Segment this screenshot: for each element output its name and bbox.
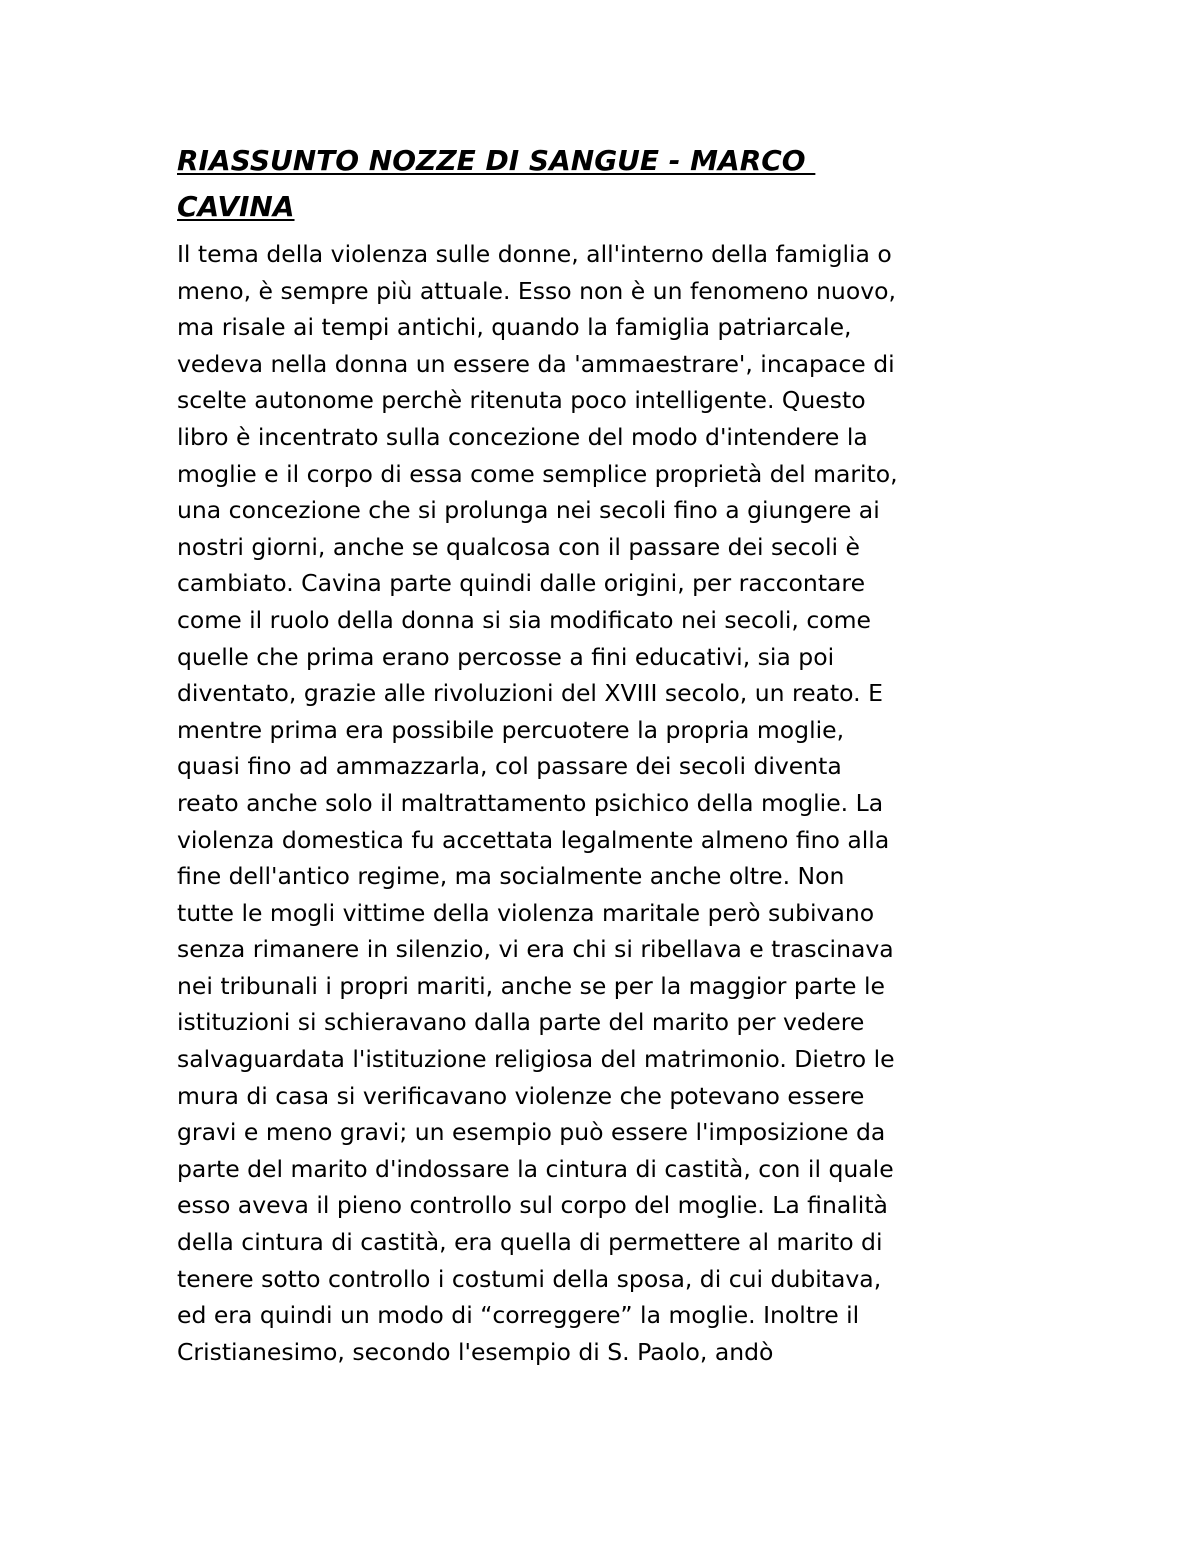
body-line: fine dell'antico regime, ma socialmente anche oltre. Non	[177, 862, 845, 891]
body-line: Il tema della violenza sulle donne, all'interno della famiglia o	[177, 240, 892, 268]
body-line: libro è incentrato sulla concezione del modo d'intendere la	[177, 422, 868, 451]
title-line: RIASSUNTO NOZZE DI SANGUE - MARCO	[177, 144, 816, 177]
title-line: CAVINA	[177, 190, 295, 223]
body-line: violenza domestica fu accettata legalmente almeno fino alla	[177, 825, 890, 854]
document-title	[177, 138, 1037, 230]
body-line: senza rimanere in silenzio, vi era chi si ribellava e trascinava	[177, 935, 894, 964]
body-line: meno, è sempre più attuale. Esso non è un fenomeno nuovo,	[177, 276, 896, 305]
body-line: diventato, grazie alle rivoluzioni del XVIII secolo, un reato. E	[177, 679, 883, 708]
body-line: cambiato. Cavina parte quindi dalle origini, per raccontare	[177, 569, 866, 598]
body-line: nei tribunali i propri mariti, anche se per la maggior parte le	[177, 971, 885, 1000]
body-line: come il ruolo della donna si sia modificato nei secoli, come	[177, 605, 871, 634]
body-line: nostri giorni, anche se qualcosa con il passare dei secoli è	[177, 532, 861, 561]
body-line: tenere sotto controllo i costumi della sposa, di cui dubitava,	[177, 1264, 882, 1293]
body-line: quasi fino ad ammazzarla, col passare dei secoli diventa	[177, 752, 842, 781]
body-line: tutte le mogli vittime della violenza maritale però subivano	[177, 898, 875, 927]
body-line: una concezione che si prolunga nei secoli fino a giungere ai	[177, 496, 880, 525]
body-line: reato anche solo il maltrattamento psichico della moglie. La	[177, 788, 884, 817]
body-line: gravi e meno gravi; un esempio può essere l'imposizione da	[177, 1118, 886, 1147]
body-line: salvaguardata l'istituzione religiosa del matrimonio. Dietro le	[177, 1045, 895, 1074]
body-line: mentre prima era possibile percuotere la propria moglie,	[177, 715, 845, 744]
body-line: istituzioni si schieravano dalla parte del marito per vedere	[177, 1008, 865, 1037]
document-content	[177, 138, 1037, 1370]
body-line: vedeva nella donna un essere da 'ammaestrare', incapace di	[177, 349, 895, 378]
body-line: ma risale ai tempi antichi, quando la famiglia patriarcale,	[177, 313, 852, 342]
body-line: parte del marito d'indossare la cintura di castità, con il quale	[177, 1154, 894, 1183]
body-line: moglie e il corpo di essa come semplice proprietà del marito,	[177, 459, 898, 488]
body-line: scelte autonome perchè ritenuta poco intelligente. Questo	[177, 386, 866, 415]
body-line: esso aveva il pieno controllo sul corpo del moglie. La finalità	[177, 1191, 888, 1220]
body-paragraph	[177, 236, 1037, 1370]
body-line: mura di casa si verificavano violenze che potevano essere	[177, 1081, 865, 1110]
body-line: della cintura di castità, era quella di permettere al marito di	[177, 1228, 883, 1257]
body-line: Cristianesimo, secondo l'esempio di S. Paolo, andò	[177, 1337, 774, 1366]
body-line: ed era quindi un modo di “correggere” la moglie. Inoltre il	[177, 1301, 860, 1330]
body-line: quelle che prima erano percosse a fini educativi, sia poi	[177, 642, 835, 671]
